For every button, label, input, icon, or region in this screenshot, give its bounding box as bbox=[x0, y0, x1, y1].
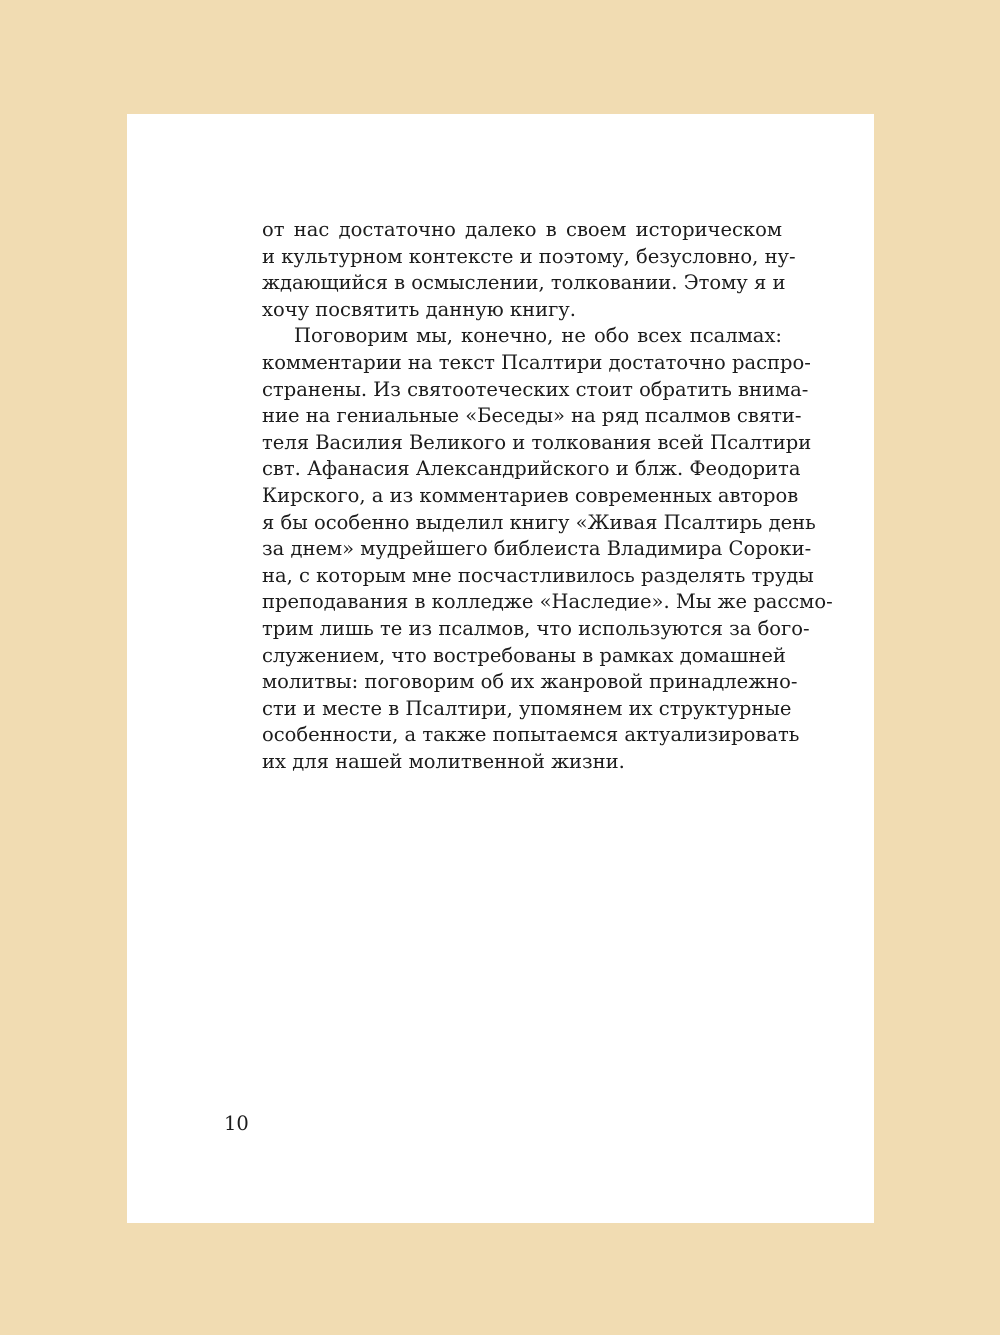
text-line: от нас достаточно далеко в своем историческом bbox=[262, 218, 782, 241]
text-line: и культурном контексте и поэтому, безусловно, ну- bbox=[262, 244, 796, 268]
paragraph-2 bbox=[262, 323, 833, 775]
text-line: их для нашей молитвенной жизни. bbox=[262, 749, 625, 773]
text-line: ждающийся в осмыслении, толковании. Этому я и bbox=[262, 271, 786, 295]
text-line: странены. Из святоотеческих стоит обратить внима- bbox=[262, 377, 809, 401]
page-number: 10 bbox=[224, 1112, 249, 1135]
text-line: теля Василия Великого и толкования всей Псалтири bbox=[262, 430, 812, 454]
paragraph-1 bbox=[262, 217, 796, 323]
text-line: хочу посвятить данную книгу. bbox=[262, 297, 576, 321]
text-line: преподавания в колледже «Наследие». Мы же рассмо- bbox=[262, 590, 833, 614]
text-line: служением, что востребованы в рамках домашней bbox=[262, 643, 786, 667]
text-line: комментарии на текст Псалтири достаточно распро- bbox=[262, 350, 811, 374]
text-line: на, с которым мне посчастливилось разделять труды bbox=[262, 563, 814, 587]
body-text bbox=[262, 217, 833, 775]
text-line: трим лишь те из псалмов, что используются за бого- bbox=[262, 616, 810, 640]
book-page bbox=[127, 114, 874, 1223]
text-line: ние на гениальные «Беседы» на ряд псалмов святи- bbox=[262, 404, 802, 428]
text-line: я бы особенно выделил книгу «Живая Псалтирь день bbox=[262, 510, 816, 534]
text-line: сти и месте в Псалтири, упомянем их структурные bbox=[262, 696, 792, 720]
text-line: свт. Афанасия Александрийского и блж. Феодорита bbox=[262, 457, 801, 481]
text-line: молитвы: поговорим об их жанровой принадлежно- bbox=[262, 670, 798, 694]
text-line: за днем» мудрейшего библеиста Владимира Сороки- bbox=[262, 537, 812, 561]
text-line: особенности, а также попытаемся актуализировать bbox=[262, 723, 800, 747]
text-line: Поговорим мы, конечно, не обо всех псалмах: bbox=[294, 324, 782, 348]
text-line: Кирского, а из комментариев современных авторов bbox=[262, 483, 799, 507]
